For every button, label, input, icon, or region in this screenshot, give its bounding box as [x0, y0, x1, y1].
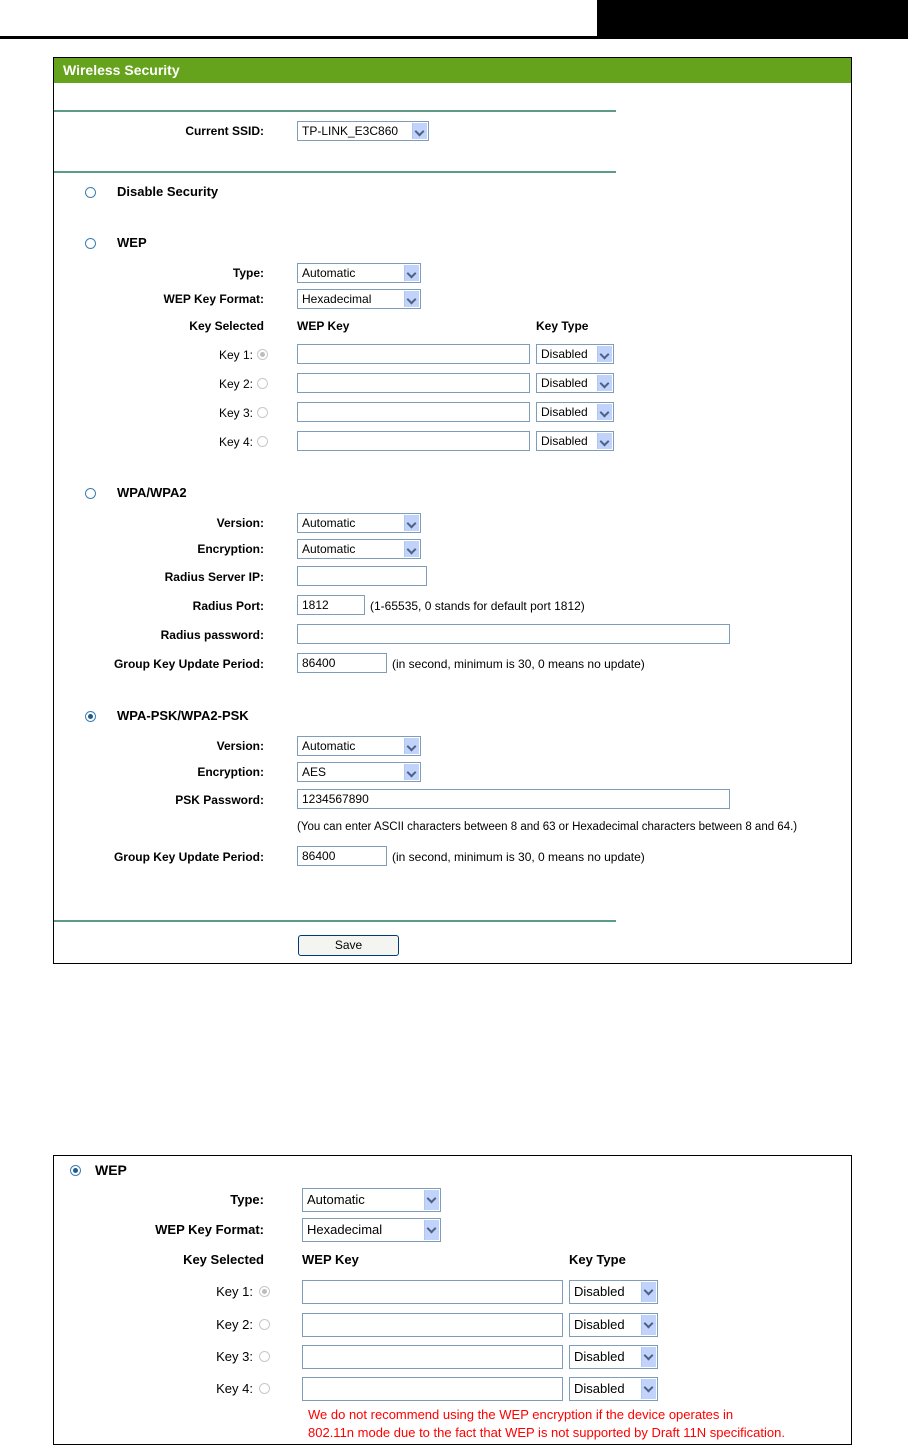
wep-detail-key-1-radio[interactable]	[259, 1286, 270, 1297]
chevron-down-icon	[641, 1379, 656, 1399]
chevron-down-icon	[424, 1220, 439, 1240]
wep-detail-key-1-input[interactable]	[302, 1280, 563, 1304]
key-4-type-value: Disabled	[541, 434, 588, 448]
wep-detail-key-2-label: Key 2:	[216, 1317, 253, 1332]
psk-encryption-label: Encryption:	[197, 765, 264, 779]
chevron-down-icon	[404, 541, 419, 557]
wep-type-value: Automatic	[302, 266, 356, 280]
chevron-down-icon	[404, 738, 419, 754]
wep-detail-key-2-input[interactable]	[302, 1313, 563, 1337]
psk-group-key-label: Group Key Update Period:	[113, 850, 264, 864]
wpa-psk-radio[interactable]	[85, 711, 96, 722]
wep-detail-key-2-radio[interactable]	[259, 1319, 270, 1330]
key-type-header: Key Type	[536, 319, 589, 333]
key-2-radio[interactable]	[257, 378, 268, 389]
chevron-down-icon	[597, 375, 612, 391]
psk-password-label: PSK Password:	[175, 793, 264, 807]
wep-section-title: WEP	[117, 235, 147, 250]
wep-detail-key-3-type-value: Disabled	[574, 1349, 625, 1364]
header-rule	[0, 36, 908, 39]
wpa-version-value: Automatic	[302, 516, 356, 530]
wep-format-select[interactable]	[297, 289, 421, 309]
divider-top	[54, 110, 616, 112]
key-2-label: Key 2:	[218, 377, 253, 391]
chevron-down-icon	[404, 291, 419, 307]
chevron-down-icon	[412, 123, 427, 139]
key-3-type-value: Disabled	[541, 405, 588, 419]
header-black-block	[597, 0, 908, 36]
wep-detail-key-3-radio[interactable]	[259, 1351, 270, 1362]
chevron-down-icon	[597, 433, 612, 449]
save-button[interactable]: Save	[298, 935, 399, 956]
wep-detail-key-selected-header: Key Selected	[183, 1252, 264, 1267]
wep-detail-key-1-type-select[interactable]	[569, 1280, 658, 1304]
wpa-encryption-value: Automatic	[302, 542, 356, 556]
wep-warning-line-1: We do not recommend using the WEP encryption if the device operates in	[308, 1407, 734, 1422]
psk-encryption-select[interactable]	[297, 762, 421, 782]
wpa-version-label: Version:	[216, 516, 264, 530]
wpa-radio[interactable]	[85, 488, 96, 499]
wep-detail-key-3-label: Key 3:	[216, 1349, 253, 1364]
radius-password-input[interactable]	[297, 624, 730, 644]
radius-port-input[interactable]: 1812	[297, 595, 365, 615]
wep-detail-panel	[53, 1155, 852, 1445]
key-3-radio[interactable]	[257, 407, 268, 418]
wep-detail-title: WEP	[95, 1162, 127, 1178]
chevron-down-icon	[597, 346, 612, 362]
wep-key-header: WEP Key	[297, 319, 350, 333]
chevron-down-icon	[404, 265, 419, 281]
wep-detail-format-select[interactable]	[302, 1218, 441, 1242]
wpa-encryption-select[interactable]	[297, 539, 421, 559]
chevron-down-icon	[404, 764, 419, 780]
key-3-input[interactable]	[297, 402, 530, 422]
radius-port-hint: (1-65535, 0 stands for default port 1812)	[370, 599, 585, 613]
radius-password-label: Radius password:	[160, 628, 264, 642]
key-1-type-select[interactable]	[536, 344, 614, 364]
current-ssid-label: Current SSID:	[185, 124, 264, 138]
wpa-group-key-label: Group Key Update Period:	[113, 657, 264, 671]
key-4-label: Key 4:	[218, 435, 253, 449]
chevron-down-icon	[641, 1315, 656, 1335]
key-1-type-value: Disabled	[541, 347, 588, 361]
psk-password-input[interactable]: 1234567890	[297, 789, 730, 809]
wpa-psk-section-title: WPA-PSK/WPA2-PSK	[117, 708, 249, 723]
wep-detail-type-label: Type:	[230, 1192, 264, 1207]
wpa-group-key-input[interactable]: 86400	[297, 653, 387, 673]
wep-detail-key-4-label: Key 4:	[216, 1381, 253, 1396]
psk-group-key-input[interactable]: 86400	[297, 846, 387, 866]
wep-detail-radio[interactable]	[70, 1165, 81, 1176]
wep-detail-key-3-input[interactable]	[302, 1345, 563, 1369]
wep-detail-key-3-type-select[interactable]	[569, 1345, 658, 1369]
wep-format-value: Hexadecimal	[302, 292, 372, 306]
psk-encryption-value: AES	[302, 765, 327, 779]
chevron-down-icon	[597, 404, 612, 420]
wep-detail-key-1-label: Key 1:	[216, 1284, 253, 1299]
wpa-version-select[interactable]	[297, 513, 421, 533]
psk-version-label: Version:	[216, 739, 264, 753]
key-3-type-select[interactable]	[536, 402, 614, 422]
key-1-label: Key 1:	[218, 348, 253, 362]
wep-detail-key-4-type-value: Disabled	[574, 1381, 625, 1396]
wpa-group-key-hint: (in second, minimum is 30, 0 means no update)	[392, 657, 645, 671]
radius-ip-input[interactable]	[297, 566, 427, 586]
wep-detail-key-1-type-value: Disabled	[574, 1284, 625, 1299]
key-4-radio[interactable]	[257, 436, 268, 447]
key-4-type-select[interactable]	[536, 431, 614, 451]
wpa-encryption-label: Encryption:	[197, 542, 264, 556]
psk-group-key-hint: (in second, minimum is 30, 0 means no update)	[392, 850, 645, 864]
wep-detail-key-4-input[interactable]	[302, 1377, 563, 1401]
chevron-down-icon	[641, 1282, 656, 1302]
wep-warning-line-2: 802.11n mode due to the fact that WEP is not supported by Draft 11N specification.	[308, 1425, 785, 1440]
wireless-security-panel	[53, 57, 852, 964]
radius-ip-label: Radius Server IP:	[164, 570, 264, 584]
wep-radio[interactable]	[85, 238, 96, 249]
panel-title: Wireless Security	[54, 58, 851, 83]
current-ssid-select[interactable]	[297, 121, 429, 141]
wep-detail-format-value: Hexadecimal	[307, 1222, 383, 1237]
wep-detail-wep-key-header: WEP Key	[302, 1252, 359, 1267]
wep-detail-key-4-type-select[interactable]	[569, 1377, 658, 1401]
wep-detail-key-type-header: Key Type	[569, 1252, 626, 1267]
wep-type-select[interactable]	[297, 263, 421, 283]
key-1-radio[interactable]	[257, 349, 268, 360]
key-4-input[interactable]	[297, 431, 530, 451]
psk-password-hint: (You can enter ASCII characters between 8 and 63 or Hexadecimal characters between 8 and 64.)	[297, 821, 798, 833]
wep-type-label: Type:	[232, 266, 264, 280]
wep-detail-key-4-radio[interactable]	[259, 1383, 270, 1394]
disable-security-label: Disable Security	[117, 184, 219, 199]
wep-detail-key-2-type-select[interactable]	[569, 1313, 658, 1337]
key-3-label: Key 3:	[218, 406, 253, 420]
psk-version-select[interactable]	[297, 736, 421, 756]
key-1-input[interactable]	[297, 344, 530, 364]
wpa-section-title: WPA/WPA2	[117, 485, 187, 500]
wep-detail-type-select[interactable]	[302, 1188, 441, 1212]
wep-detail-type-value: Automatic	[307, 1192, 365, 1207]
radius-port-label: Radius Port:	[192, 599, 264, 613]
disable-security-radio[interactable]	[85, 187, 96, 198]
wep-detail-key-2-type-value: Disabled	[574, 1317, 625, 1332]
key-2-input[interactable]	[297, 373, 530, 393]
chevron-down-icon	[404, 515, 419, 531]
key-selected-header: Key Selected	[189, 319, 264, 333]
wep-detail-format-label: WEP Key Format:	[155, 1222, 264, 1237]
current-ssid-value: TP-LINK_E3C860	[302, 124, 399, 138]
wep-format-label: WEP Key Format:	[163, 292, 264, 306]
chevron-down-icon	[641, 1347, 656, 1367]
divider-ssid	[54, 171, 616, 173]
key-2-type-value: Disabled	[541, 376, 588, 390]
divider-bottom	[54, 920, 616, 922]
psk-version-value: Automatic	[302, 739, 356, 753]
key-2-type-select[interactable]	[536, 373, 614, 393]
chevron-down-icon	[424, 1190, 439, 1210]
